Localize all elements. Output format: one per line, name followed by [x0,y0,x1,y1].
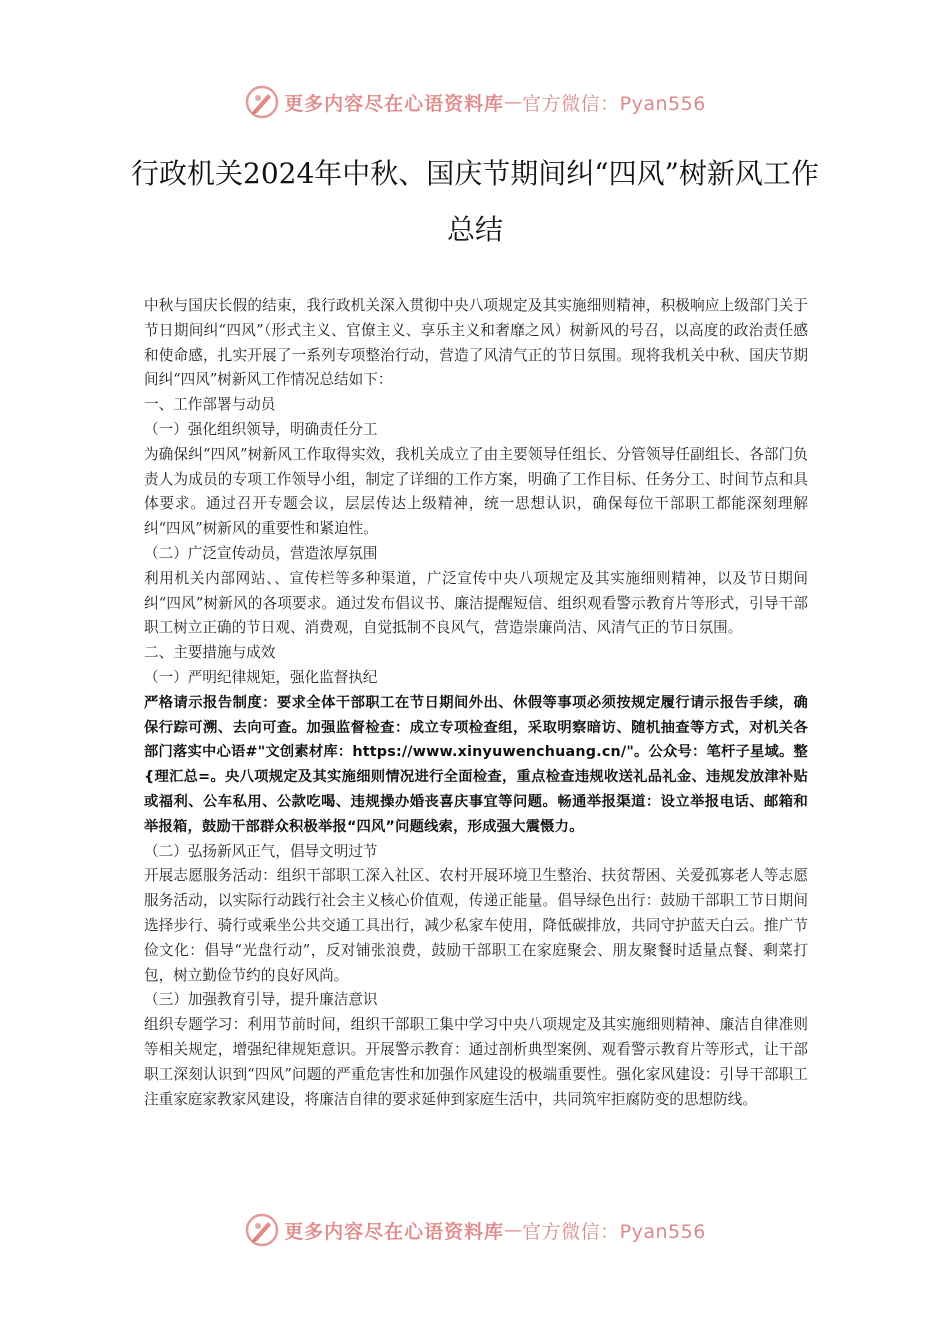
banner-text: 更多内容尽在心语资料库 [284,1220,505,1243]
banner-text: 更多内容尽在心语资料库 [284,92,505,115]
document-body [144,294,808,1112]
banner-dash: — [504,91,523,113]
pen-logo-icon [244,1212,280,1248]
footer-banner [0,1210,950,1250]
pen-logo-icon [244,84,280,120]
section-heading: （三）加强教育引导，提升廉洁意识 [144,991,378,1009]
page-title: 行政机关2024年中秋、国庆节期间纠“四风”树新风工作总结 [131,157,819,246]
section-heading: （二）弘扬新风正气，倡导文明过节 [144,842,378,860]
body-paragraph: 为确保纠“四风”树新风工作取得实效，我机关成立了由主要领导任组长、分管领导任副组长、各部门负责人为成员的专项工作领导小组，制定了详细的工作方案，明确了工作目标、任务分工、时间节点和具体要求。通过召开专题会议，层层传达上级精神，统一思想认识，确保每位干部职工都能深刻理解纠“四风”树新风的重要性和紧迫性。 [144,445,808,538]
banner-dash: — [504,1219,523,1241]
body-paragraph: 开展志愿服务活动：组织干部职工深入社区、农村开展环境卫生整治、扶贫帮困、关爱孤寡老人等志愿服务活动，以实际行动践行社会主义核心价值观，传递正能量。倡导绿色出行：鼓励干部职工节日期间选择步行、骑行或乘坐公共交通工具出行，减少私家车使用，降低碳排放，共同守护蓝天白云。推广节俭文化：倡导“光盘行动”，反对铺张浪费，鼓励干部职工在家庭聚会、朋友聚餐时适量点餐、剩菜打包，树立勤俭节约的良好风尚。 [144,867,808,984]
body-paragraph: 严格请示报告制度：要求全体干部职工在节日期间外出、休假等事项必须按规定履行请示报告手续，确保行踪可溯、去向可查。加强监督检查：成立专项检查组，采取明察暗访、随机抽查等方式，对机关各部门落实中心语#"文创素材库：https://www.xinyuwenchuang.cn/"。公众号：笔杆子星域。整{理汇总=。央八项规定及其实施细则情况进行全面检查，重点检查违规收送礼品礼金、违规发放津补贴或福利、公车私用、公款吃喝、违规操办婚丧喜庆事宜等问题。畅通举报渠道：设立举报电话、邮箱和举报箱，鼓励干部群众积极举报“四风”问题线索，形成强大震慑力。 [144,694,808,835]
section-heading: （一）强化组织领导，明确责任分工 [144,420,378,438]
section-heading: 一、工作部署与动员 [144,396,276,414]
header-banner [0,82,950,122]
body-paragraph: 利用机关内部网站、、宣传栏等多种渠道，广泛宣传中央八项规定及其实施细则精神，以及节日期间纠“四风”树新风的各项要求。通过发布倡议书、廉洁提醒短信、组织观看警示教育片等形式，引导干部职工树立正确的节日观、消费观，自觉抵制不良风气，营造崇廉尚洁、风清气正的节日氛围。 [144,569,808,637]
banner-contact: 官方微信：Pyan556 [522,92,706,115]
section-heading: 二、主要措施与成效 [144,644,276,662]
body-paragraph: 中秋与国庆长假的结束，我行政机关深入贯彻中央八项规定及其实施细则精神，积极响应上级部门关于节日期间纠“四风”（形式主义、官僚主义、享乐主义和奢靡之风）树新风的号召，以高度的政治责任感和使命感，扎实开展了一系列专项整治行动，营造了风清气正的节日氛围。现将我机关中秋、国庆节期间纠“四风”树新风工作情况总结如下： [144,297,808,389]
section-heading: （二）广泛宣传动员，营造浓厚氛围 [144,544,378,562]
section-heading: （一）严明纪律规矩，强化监督执纪 [144,668,378,686]
body-paragraph: 组织专题学习：利用节前时间，组织干部职工集中学习中央八项规定及其实施细则精神、廉洁自律准则等相关规定，增强纪律规矩意识。开展警示教育：通过剖析典型案例、观看警示教育片等形式，让干部职工深刻认识到“四风”问题的严重危害性和加强作风建设的极端重要性。强化家风建设：引导干部职工注重家庭家教家风建设，将廉洁自律的要求延伸到家庭生活中，共同筑牢拒腐防变的思想防线。 [144,1016,808,1108]
banner-contact: 官方微信：Pyan556 [522,1220,706,1243]
